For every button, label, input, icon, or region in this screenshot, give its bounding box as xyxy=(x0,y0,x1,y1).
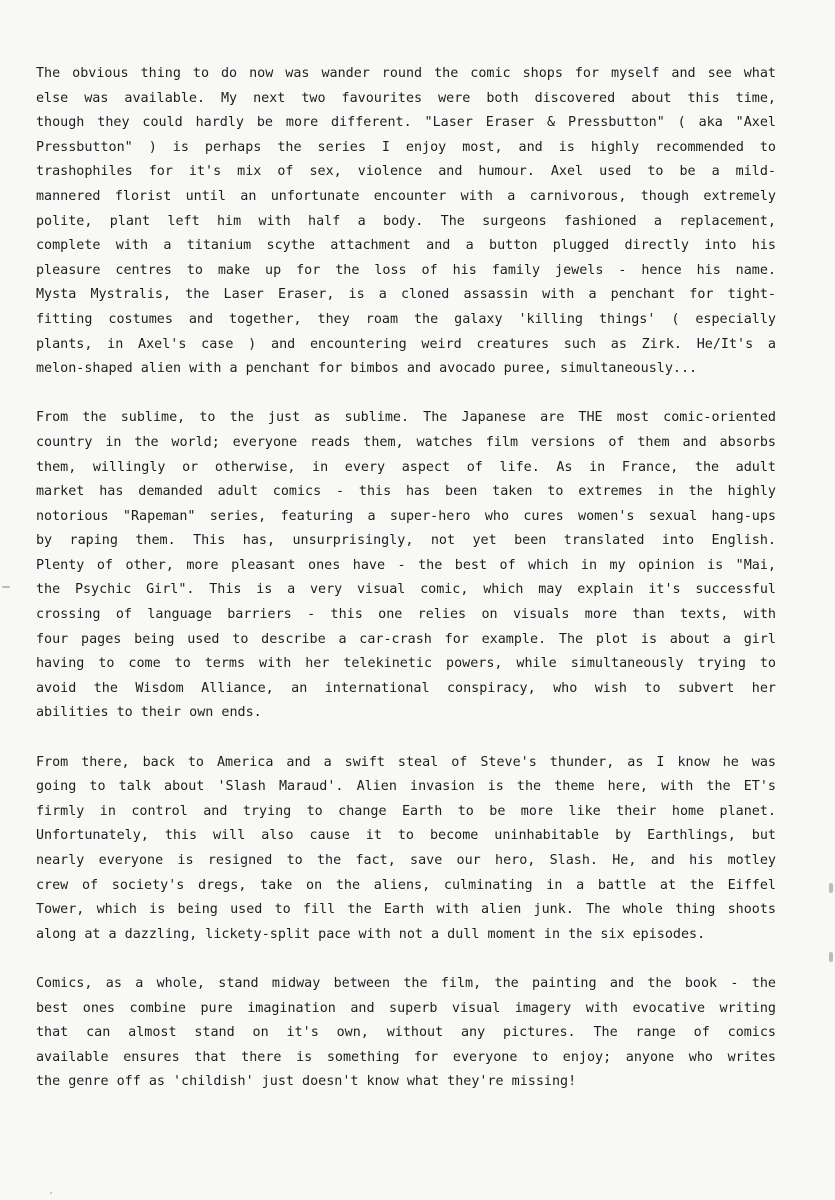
text-line: along at a dazzling, lickety-split pace with not a dull moment in the six episodes. xyxy=(36,926,706,942)
scan-mark-right xyxy=(829,883,833,893)
text-line: Mysta Mystralis, the Laser Eraser, is a cloned assassin with a penchant for tight- xyxy=(36,287,776,303)
text-line: firmly in control and trying to change Earth to be more like their home planet. xyxy=(36,803,776,819)
paragraph xyxy=(36,751,776,948)
text-line: four pages being used to describe a car-crash for example. The plot is about a girl xyxy=(36,631,776,647)
text-line: the genre off as 'childish' just doesn't know what they're missing! xyxy=(36,1074,577,1090)
text-line: else was available. My next two favourites were both discovered about this time, xyxy=(36,90,776,106)
paragraph-gap xyxy=(36,947,776,972)
paragraph xyxy=(36,972,776,1095)
text-line: pleasure centres to make up for the loss of his family jewels - hence his name. xyxy=(36,262,776,278)
text-line: melon-shaped alien with a penchant for bimbos and avocado puree, simultaneously... xyxy=(36,361,698,377)
text-line: that can almost stand on it's own, without any pictures. The range of comics xyxy=(36,1025,776,1041)
article-body xyxy=(36,62,776,1095)
text-line: The obvious thing to do now was wander round the comic shops for myself and see what xyxy=(36,66,776,81)
paragraph xyxy=(36,406,776,726)
text-line: going to talk about 'Slash Maraud'. Alien invasion is the theme here, with the ET's xyxy=(36,779,776,795)
text-line: best ones combine pure imagination and superb visual imagery with evocative writing xyxy=(36,1000,776,1016)
text-line: polite, plant left him with half a body. The surgeons fashioned a replacement, xyxy=(36,213,776,229)
text-line: Pressbutton" ) is perhaps the series I enjoy most, and is highly recommended to xyxy=(36,139,776,155)
scan-mark-bottom xyxy=(50,1192,52,1194)
text-line: by raping them. This has, unsurprisingly, not yet been translated into English. xyxy=(36,533,776,549)
paragraph-gap xyxy=(36,726,776,751)
text-line: them, willingly or otherwise, in every aspect of life. As in France, the adult xyxy=(36,459,776,475)
text-line: nearly everyone is resigned to the fact, save our hero, Slash. He, and his motley xyxy=(36,853,776,868)
text-line: market has demanded adult comics - this has been taken to extremes in the highly xyxy=(36,484,776,500)
text-line: the Psychic Girl". This is a very visual comic, which may explain it's successful xyxy=(36,582,776,598)
paragraph-gap xyxy=(36,382,776,407)
text-line: having to come to terms with her telekinetic powers, while simultaneously trying to xyxy=(36,656,776,672)
text-line: though they could hardly be more different. "Laser Eraser & Pressbutton" ( aka "Axel xyxy=(36,115,776,131)
scan-mark-right xyxy=(829,952,833,962)
text-line: mannered florist until an unfortunate encounter with a carnivorous, though extremely xyxy=(36,188,776,204)
text-line: Comics, as a whole, stand midway between the film, the painting and the book - the xyxy=(36,975,776,991)
text-line: abilities to their own ends. xyxy=(36,705,262,721)
scan-mark-left xyxy=(2,586,10,588)
text-line: Tower, which is being used to fill the Earth with alien junk. The whole thing shoots xyxy=(36,902,776,918)
text-line: available ensures that there is something for everyone to enjoy; anyone who writes xyxy=(36,1049,776,1065)
text-line: fitting costumes and together, they roam the galaxy 'killing things' ( especially xyxy=(36,311,776,327)
text-line: Plenty of other, more pleasant ones have - the best of which in my opinion is "Mai, xyxy=(36,557,776,573)
text-line: country in the world; everyone reads them, watches film versions of them and absorbs xyxy=(36,434,776,450)
text-line: Unfortunately, this will also cause it to become uninhabitable by Earthlings, but xyxy=(36,828,776,844)
text-line: crew of society's dregs, take on the aliens, culminating in a battle at the Eiffel xyxy=(36,877,776,893)
text-line: notorious "Rapeman" series, featuring a super-hero who cures women's sexual hang-ups xyxy=(36,508,776,524)
text-line: crossing of language barriers - this one relies on visuals more than texts, with xyxy=(36,607,776,623)
text-line: From the sublime, to the just as sublime. The Japanese are THE most comic-oriented xyxy=(36,410,776,426)
paragraph xyxy=(36,62,776,382)
text-line: plants, in Axel's case ) and encountering weird creatures such as Zirk. He/It's a xyxy=(36,336,776,352)
text-line: complete with a titanium scythe attachment and a button plugged directly into his xyxy=(36,238,776,254)
text-line: avoid the Wisdom Alliance, an international conspiracy, who wish to subvert her xyxy=(36,680,776,696)
text-line: trashophiles for it's mix of sex, violence and humour. Axel used to be a mild- xyxy=(36,164,776,180)
text-line: From there, back to America and a swift steal of Steve's thunder, as I know he was xyxy=(36,754,776,770)
